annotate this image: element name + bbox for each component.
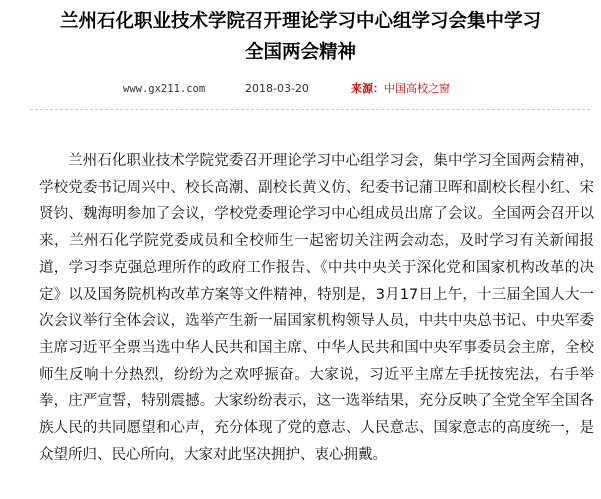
- site-link[interactable]: www.gx211.com: [123, 83, 206, 95]
- source-link[interactable]: 中国高校之窗: [384, 82, 450, 95]
- article-title-line-2: 全国两会精神: [244, 42, 356, 63]
- source-label: 来源：: [351, 82, 384, 95]
- divider: [30, 109, 590, 110]
- publish-date: 2018-03-20: [245, 82, 309, 95]
- article-body: 兰州石化职业技术学院党委召开理论学习中心组学习会，集中学习全国两会精神，学校党委书记周兴中、校长高潮、副校长黄义仿、纪委书记蒲卫晖和副校长程小红、宋贤钧、魏海明参加了会议，学校党委理论学习中心组成员出席了会议。全国两会召开以来，兰州石化学院党委成员和全校师生一起密切关注两会动态，及时学习有关新闻报道，学习李克强总理所作的政府工作报告、《中共中央关于深化党和国家机构改革的决定》以及国务院机构改革方案等文件精神，特别是，3月17日上午，十三届全国人大一次会议举行全体会议，选举产生新一届国家机构领导人员，中共中央总书记、中央军委主席习近平全票当选中华人民共和国主席、中华人民共和国中央军事委员会主席，全校师生反响十分热烈，纷纷为之欢呼振奋。大家说，习近平主席左手抚按宪法，右手举拳，庄严宣誓，特别震撼。大家纷纷表示，这一选举结果，充分反映了全党全军全国各族人民的共同愿望和心声，充分体现了党的意志、人民意志、国家意志的高度统一，是众望所归、民心所向，大家对此坚决拥护、衷心拥戴。: [39, 153, 594, 463]
- article-title: [0, 6, 601, 68]
- source-info: [351, 81, 450, 97]
- article-title-line-1: 兰州石化职业技术学院召开理论学习中心组学习会集中学习: [59, 11, 541, 32]
